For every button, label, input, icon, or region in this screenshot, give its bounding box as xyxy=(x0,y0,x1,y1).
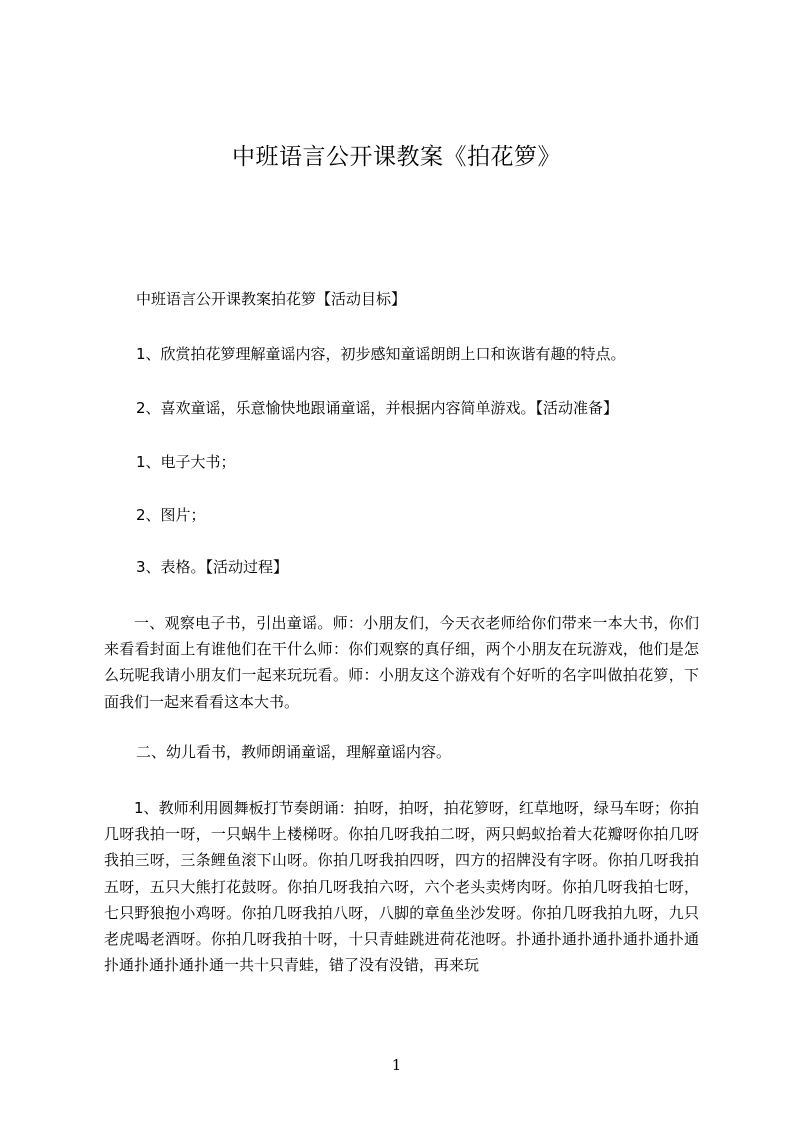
paragraph-recite-rhyme: 1、教师利用圆舞板打节奏朗诵：拍呀，拍呀，拍花箩呀，红草地呀，绿马车呀；你拍几呀我拍一呀，一只蜗牛上楼梯呀。你拍几呀我拍二呀，两只蚂蚁抬着大花瓣呀你拍几呀我拍三呀，三条鲤鱼滚下山呀。你拍几呀我拍四呀，四方的招牌没有字呀。你拍几呀我拍五呀，五只大熊打花鼓呀。你拍几呀我拍六呀，六个老头卖烤肉呀。你拍几呀我拍七呀，七只野狼抱小鸡呀。你拍几呀我拍八呀，八脚的章鱼坐沙发呀。你拍几呀我拍九呀，九只老虎喝老酒呀。你拍几呀我拍十呀，十只青蛙跳进荷花池呀。扑通扑通扑通扑通扑通扑通扑通扑通扑通扑通一共十只青蛙，错了没有没错，再来玩 xyxy=(104,799,699,975)
section-2-heading: 二、幼儿看书，教师朗诵童谣，理解童谣内容。 xyxy=(136,743,452,761)
preparation-item-3-and-process-heading: 3、表格。【活动过程】 xyxy=(136,558,289,576)
objective-2-and-preparation-heading: 2、喜欢童谣，乐意愉快地跟诵童谣，并根据内容简单游戏。【活动准备】 xyxy=(136,399,619,417)
page-number: 1 xyxy=(391,1056,402,1074)
preparation-item-2: 2、图片； xyxy=(136,506,206,524)
objectives-heading: 中班语言公开课教案拍花箩【活动目标】 xyxy=(136,290,407,308)
paragraph-observe-ebook: 一、观察电子书，引出童谣。师：小朋友们，今天衣老师给你们带来一本大书，你们来看看封面上有谁他们在干什么师：你们观察的真仔细，两个小朋友在玩游戏，他们是怎么玩呢我请小朋友们一起来玩玩看。师：小朋友这个游戏有个好听的名字叫做拍花箩，下面我们一起来看看这本大书。 xyxy=(104,614,699,711)
document-title: 中班语言公开课教案《拍花箩》 xyxy=(232,144,561,170)
objective-1: 1、欣赏拍花箩理解童谣内容，初步感知童谣朗朗上口和诙谐有趣的特点。 xyxy=(136,345,626,363)
preparation-item-1: 1、电子大书； xyxy=(136,453,236,471)
